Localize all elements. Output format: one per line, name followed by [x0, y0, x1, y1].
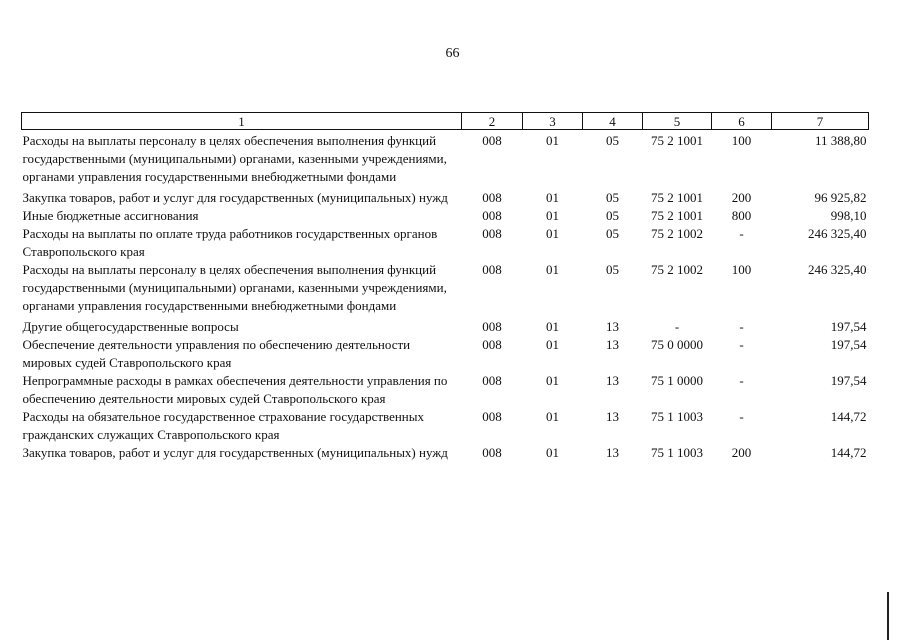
column-header-1: 1: [22, 113, 462, 130]
row-ved: 008: [482, 226, 502, 241]
row-rz: 01: [546, 226, 559, 241]
row-pr: 05: [606, 262, 619, 277]
column-header-7: 7: [772, 113, 869, 130]
row-amount: 246 325,40: [808, 262, 867, 277]
row-amount: 144,72: [830, 445, 867, 460]
row-amount: 197,54: [830, 337, 867, 352]
row-name: Непрограммные расходы в рамках обеспечения деятельности управления по обеспечению деятельности мировых судей Ставропольского края: [22, 373, 448, 406]
row-amount: 144,72: [830, 409, 867, 424]
column-header-5: 5: [643, 113, 712, 130]
row-amount: 96 925,82: [814, 190, 867, 205]
row-name: Иные бюджетные ассигнования: [22, 208, 199, 223]
row-vr: -: [739, 319, 744, 334]
row-pr: 05: [606, 226, 619, 241]
row-rz: 01: [546, 445, 559, 460]
table-row: [22, 372, 869, 408]
row-vr: 200: [731, 190, 752, 205]
row-pr: 13: [606, 445, 619, 460]
table-row: [22, 444, 869, 462]
row-pr: 13: [606, 337, 619, 352]
table-row: [22, 315, 869, 336]
row-ved: 008: [482, 262, 502, 277]
column-header-6: 6: [712, 113, 772, 130]
row-ved: 008: [482, 409, 502, 424]
row-pr: 13: [606, 319, 619, 334]
table-header-row: [22, 113, 869, 130]
row-name: Закупка товаров, работ и услуг для государственных (муниципальных) нужд: [22, 445, 448, 460]
row-vr: -: [739, 226, 744, 241]
table-row: [22, 130, 869, 187]
row-rz: 01: [546, 208, 559, 223]
row-csr: 75 2 1002: [651, 262, 703, 277]
row-ved: 008: [482, 190, 502, 205]
table-row: [22, 336, 869, 372]
row-rz: 01: [546, 133, 559, 148]
row-ved: 008: [482, 337, 502, 352]
table-row: [22, 408, 869, 444]
row-pr: 05: [606, 190, 619, 205]
table-row: [22, 261, 869, 315]
row-csr: 75 1 0000: [651, 373, 703, 388]
table-row: [22, 225, 869, 261]
row-amount: 197,54: [830, 319, 867, 334]
column-header-4: 4: [583, 113, 643, 130]
row-pr: 05: [606, 208, 619, 223]
row-amount: 197,54: [830, 373, 867, 388]
row-name: Расходы на выплаты персоналу в целях обеспечения выполнения функций государственными (муниципальными) органами, казенными учреждениями, органами управления государственными внебюджетными фондами: [22, 262, 447, 313]
row-ved: 008: [482, 319, 502, 334]
row-pr: 13: [606, 409, 619, 424]
row-name: Расходы на выплаты персоналу в целях обеспечения выполнения функций государственными (муниципальными) органами, казенными учреждениями, органами управления государственными внебюджетными фондами: [22, 133, 447, 184]
row-csr: 75 1 1003: [651, 445, 703, 460]
row-rz: 01: [546, 373, 559, 388]
row-ved: 008: [482, 133, 502, 148]
row-amount: 998,10: [830, 208, 867, 223]
row-rz: 01: [546, 337, 559, 352]
row-csr: 75 0 0000: [651, 337, 703, 352]
row-csr: 75 2 1001: [651, 133, 703, 148]
row-rz: 01: [546, 190, 559, 205]
row-name: Расходы на выплаты по оплате труда работников государственных органов Ставропольского края: [22, 226, 438, 259]
row-name: Другие общегосударственные вопросы: [22, 319, 239, 334]
row-pr: 05: [606, 133, 619, 148]
row-rz: 01: [546, 409, 559, 424]
row-vr: -: [739, 337, 744, 352]
row-amount: 11 388,80: [814, 133, 867, 148]
budget-table: [21, 112, 869, 462]
column-header-3: 3: [523, 113, 583, 130]
row-csr: -: [674, 319, 680, 334]
scan-edge-line: [887, 592, 889, 640]
row-pr: 13: [606, 373, 619, 388]
row-vr: -: [739, 373, 744, 388]
row-rz: 01: [546, 262, 559, 277]
column-header-2: 2: [462, 113, 523, 130]
row-ved: 008: [482, 373, 502, 388]
row-name: Закупка товаров, работ и услуг для государственных (муниципальных) нужд: [22, 190, 448, 205]
table-row: [22, 186, 869, 207]
row-ved: 008: [482, 208, 502, 223]
row-vr: 800: [731, 208, 752, 223]
row-csr: 75 1 1003: [651, 409, 703, 424]
row-amount: 246 325,40: [808, 226, 867, 241]
row-csr: 75 2 1001: [651, 190, 703, 205]
row-vr: -: [739, 409, 744, 424]
row-vr: 200: [731, 445, 752, 460]
page-number: 66: [445, 46, 460, 61]
row-vr: 100: [731, 133, 752, 148]
row-name: Расходы на обязательное государственное страхование государственных гражданских служащих Ставропольского края: [22, 409, 425, 442]
row-vr: 100: [731, 262, 752, 277]
row-ved: 008: [482, 445, 502, 460]
row-name: Обеспечение деятельности управления по обеспечению деятельности мировых судей Ставропольского края: [22, 337, 411, 370]
row-rz: 01: [546, 319, 559, 334]
row-csr: 75 2 1001: [651, 208, 703, 223]
row-csr: 75 2 1002: [651, 226, 703, 241]
table-row: [22, 207, 869, 225]
